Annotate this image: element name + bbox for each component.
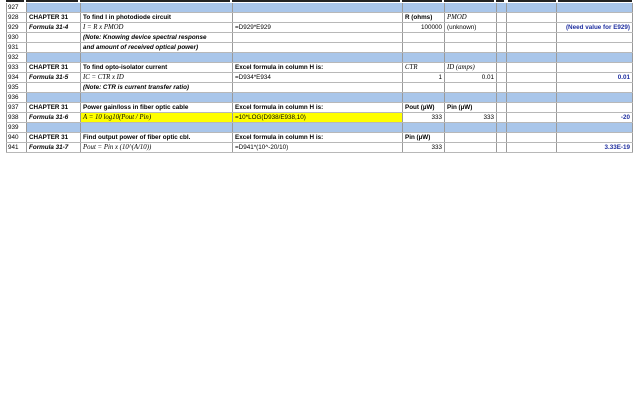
sheet-row [7,53,633,63]
cell[interactable] [507,143,557,153]
sheet-row [7,23,633,33]
cell[interactable] [497,23,507,33]
sheet-row [7,13,633,23]
cell[interactable] [497,123,507,133]
cell[interactable] [557,53,633,63]
formula-expression-cell[interactable]: Pout = Pin x (10^(A/10)) [81,143,233,153]
column-header-edge [6,0,632,2]
cell[interactable] [497,53,507,63]
cell[interactable] [507,133,557,143]
cell[interactable] [81,3,233,13]
cell[interactable] [27,33,81,43]
excel-formula-label-cell[interactable]: Excel formula in column H is: [233,63,403,73]
cell[interactable] [497,33,507,43]
sheet-row [7,113,633,123]
description-cell[interactable]: To find opto-isolator current [81,63,233,73]
cell[interactable] [233,123,403,133]
excel-formula-label-cell[interactable]: Excel formula in column H is: [233,133,403,143]
cell[interactable] [507,13,557,23]
cell[interactable] [507,83,557,93]
cell[interactable] [497,103,507,113]
cell[interactable] [27,3,81,13]
formula-id-cell[interactable]: Formula 31-5 [27,73,81,83]
cell[interactable] [81,93,233,103]
cell[interactable] [233,83,403,93]
cell[interactable] [27,83,81,93]
cell[interactable] [233,33,403,43]
formula-expression-cell[interactable]: IC = CTR x ID [81,73,233,83]
note-cell[interactable]: (Note: CTR is current transfer ratio) [81,83,233,93]
variable-label-cell[interactable]: Pout (µW) [403,103,445,113]
cell[interactable] [403,53,445,63]
cell[interactable] [81,53,233,63]
sheet-row [7,73,633,83]
chapter-cell[interactable]: CHAPTER 31 [27,63,81,73]
cell[interactable] [497,73,507,83]
excel-formula-cell[interactable]: =D941*(10^-20/10) [233,143,403,153]
cell[interactable] [445,43,497,53]
cell[interactable] [445,143,497,153]
row-number[interactable]: 929 [7,23,27,33]
result-cell[interactable]: (Need value for E929) [557,23,633,33]
description-cell[interactable]: Find output power of fiber optic cbl. [81,133,233,143]
cell[interactable] [445,83,497,93]
cell[interactable] [497,133,507,143]
sheet-row [7,43,633,53]
sheet-row [7,83,633,93]
formula-expression-cell[interactable]: A = 10 log10(Pout / Pin) [81,113,233,123]
cell[interactable] [507,93,557,103]
value-cell[interactable]: 333 [445,113,497,123]
cell[interactable] [233,13,403,23]
cell[interactable] [507,43,557,53]
excel-formula-cell[interactable]: =10*LOG(D938/E938,10) [233,113,403,123]
cell[interactable] [557,123,633,133]
cell[interactable] [403,83,445,93]
excel-formula-cell[interactable]: =D934*E934 [233,73,403,83]
cell[interactable] [557,33,633,43]
value-cell[interactable]: 0.01 [445,73,497,83]
cell[interactable] [445,3,497,13]
cell[interactable] [27,123,81,133]
variable-label-cell[interactable]: Pin (µW) [445,103,497,113]
row-number[interactable]: 932 [7,53,27,63]
excel-formula-label-cell[interactable]: Excel formula in column H is: [233,103,403,113]
value-cell[interactable]: 333 [403,113,445,123]
formula-id-cell[interactable]: Formula 31-6 [27,113,81,123]
sheet-row [7,103,633,113]
cell[interactable] [507,123,557,133]
row-number[interactable]: 936 [7,93,27,103]
cell[interactable] [497,93,507,103]
cell[interactable] [497,63,507,73]
cell[interactable] [557,133,633,143]
description-cell[interactable]: Power gain/loss in fiber optic cable [81,103,233,113]
row-number[interactable]: 940 [7,133,27,143]
cell[interactable] [497,143,507,153]
sheet-row [7,63,633,73]
cell[interactable] [233,3,403,13]
cell[interactable] [507,33,557,43]
cell[interactable] [557,103,633,113]
chapter-cell[interactable]: CHAPTER 31 [27,133,81,143]
row-number[interactable]: 931 [7,43,27,53]
worksheet-grid [6,3,633,153]
variable-label-cell[interactable]: ID (amps) [445,63,497,73]
row-number[interactable]: 935 [7,83,27,93]
value-cell[interactable]: (unknown) [445,23,497,33]
cell[interactable] [403,93,445,103]
result-cell[interactable]: -20 [557,113,633,123]
sheet-row [7,133,633,143]
cell[interactable] [233,93,403,103]
cell[interactable] [497,83,507,93]
cell[interactable] [81,123,233,133]
cell[interactable] [557,3,633,13]
row-number[interactable]: 934 [7,73,27,83]
cell[interactable] [445,133,497,143]
row-number[interactable]: 928 [7,13,27,23]
cell[interactable] [507,113,557,123]
cell[interactable] [27,43,81,53]
chapter-cell[interactable]: CHAPTER 31 [27,13,81,23]
cell[interactable] [27,53,81,63]
cell[interactable] [507,3,557,13]
sheet-row [7,93,633,103]
cell[interactable] [507,103,557,113]
result-cell[interactable]: 0.01 [557,73,633,83]
cell[interactable] [445,33,497,43]
row-number[interactable]: 930 [7,33,27,43]
cell[interactable] [557,83,633,93]
cell[interactable] [403,3,445,13]
value-cell[interactable]: 100000 [403,23,445,33]
sheet-row [7,33,633,43]
row-number[interactable]: 927 [7,3,27,13]
formula-id-cell[interactable]: Formula 31-7 [27,143,81,153]
cell[interactable] [557,43,633,53]
cell[interactable] [497,113,507,123]
variable-label-cell[interactable]: PMOD [445,13,497,23]
row-number[interactable]: 937 [7,103,27,113]
cell[interactable] [557,63,633,73]
cell[interactable] [233,53,403,63]
sheet-row [7,3,633,13]
cell[interactable] [403,33,445,43]
cell[interactable] [507,63,557,73]
excel-formula-cell[interactable]: =D929*E929 [233,23,403,33]
cell[interactable] [507,23,557,33]
note-cell[interactable]: and amount of received optical power) [81,43,233,53]
cell[interactable] [445,93,497,103]
cell[interactable] [403,43,445,53]
cell[interactable] [497,13,507,23]
cell[interactable] [507,73,557,83]
row-number[interactable]: 933 [7,63,27,73]
variable-label-cell[interactable]: Pin (µW) [403,133,445,143]
value-cell[interactable]: 1 [403,73,445,83]
note-cell[interactable]: (Note: Knowing device spectral response [81,33,233,43]
chapter-cell[interactable]: CHAPTER 31 [27,103,81,113]
cell[interactable] [445,123,497,133]
row-number[interactable]: 939 [7,123,27,133]
row-number[interactable]: 938 [7,113,27,123]
cell[interactable] [497,3,507,13]
variable-label-cell[interactable]: R (ohms) [403,13,445,23]
cell[interactable] [445,53,497,63]
row-number[interactable]: 941 [7,143,27,153]
cell[interactable] [27,93,81,103]
cell[interactable] [557,13,633,23]
cell[interactable] [403,123,445,133]
cell[interactable] [497,43,507,53]
sheet-row [7,123,633,133]
value-cell[interactable]: 333 [403,143,445,153]
cell[interactable] [507,53,557,63]
sheet-row [7,143,633,153]
cell[interactable] [557,93,633,103]
formula-id-cell[interactable]: Formula 31-4 [27,23,81,33]
cell[interactable] [233,43,403,53]
variable-label-cell[interactable]: CTR [403,63,445,73]
formula-expression-cell[interactable]: I = R x PMOD [81,23,233,33]
description-cell[interactable]: To find I in photodiode circuit [81,13,233,23]
result-cell[interactable]: 3.33E-19 [557,143,633,153]
